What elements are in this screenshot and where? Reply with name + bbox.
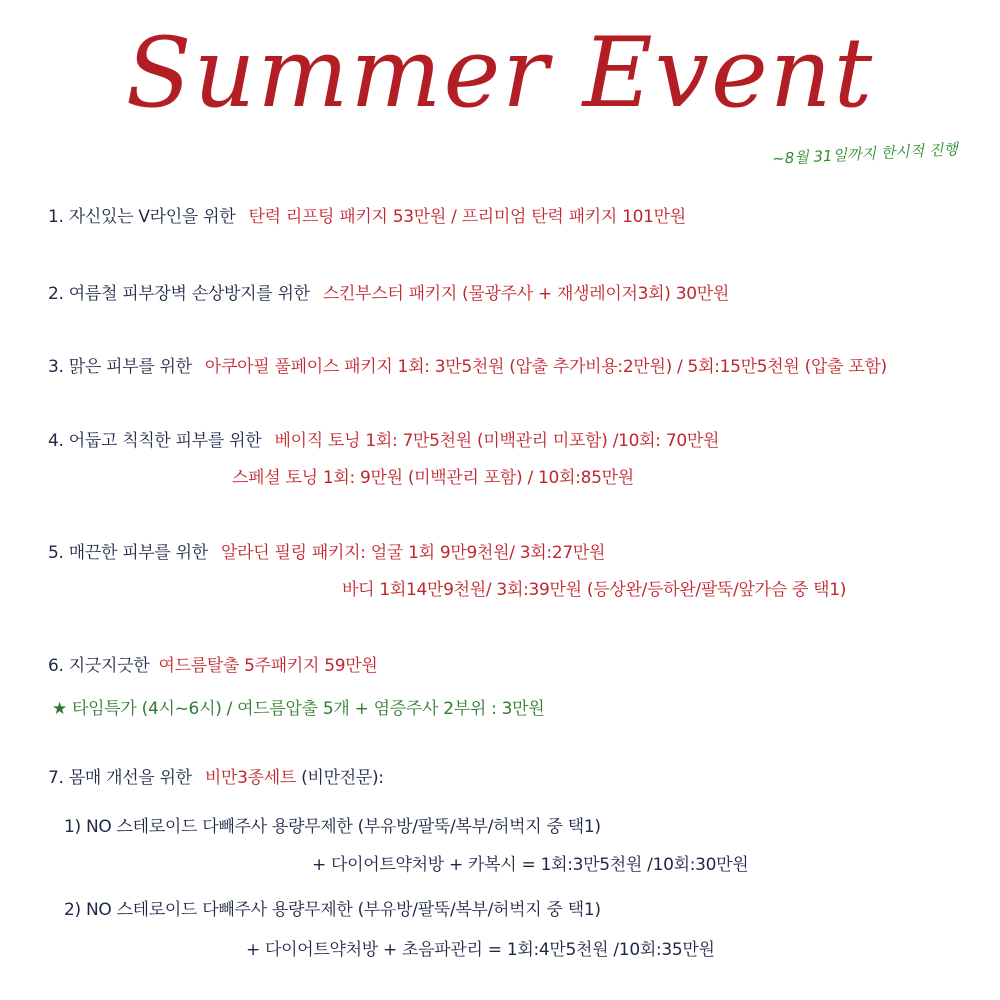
item-lead: 7. 몸매 개선을 위한 xyxy=(48,768,192,788)
sub-option-2: 2) NO 스테로이드 다빼주사 용량무제한 (부유방/팔뚝/복부/허벅지 중 택1) xyxy=(64,900,601,920)
item-lead: 2. 여름철 피부장벽 손상방지를 위한 xyxy=(48,284,310,304)
item-detail: 비만3종세트 xyxy=(204,768,297,788)
list-item xyxy=(48,355,887,379)
list-item xyxy=(48,541,605,565)
item-detail: 베이직 토닝 1회: 7만5천원 (미백관리 미포함) /10회: 70만원 xyxy=(274,431,720,451)
item-lead: 1. 자신있는 V라인을 위한 xyxy=(48,207,236,227)
list-item xyxy=(48,766,384,790)
time-special-offer: ★ 타임특가 (4시~6시) / 여드름압출 5개 + 염증주사 2부위 : 3만원 xyxy=(52,699,545,719)
item-detail-second-line: 바디 1회14만9천원/ 3회:39만원 (등상완/등하완/팔뚝/앞가슴 중 택1) xyxy=(342,580,847,600)
event-period-note: ~8월 31일까지 한시적 진행 xyxy=(771,140,959,168)
item-detail-second-line: 스페셜 토닝 1회: 9만원 (미백관리 포함) / 10회:85만원 xyxy=(232,468,634,488)
item-lead: 5. 매끈한 피부를 위한 xyxy=(48,543,208,563)
list-item xyxy=(48,654,378,678)
list-item xyxy=(48,282,729,306)
sub-option-1: 1) NO 스테로이드 다빼주사 용량무제한 (부유방/팔뚝/복부/허벅지 중 택1) xyxy=(64,817,601,837)
item-lead: 6. 지긋지긋한 xyxy=(48,656,150,676)
sub-option-2-price: + 다이어트약처방 + 초음파관리 = 1회:4만5천원 /10회:35만원 xyxy=(246,940,715,960)
event-title: Summer Event xyxy=(125,17,875,129)
item-detail: 아쿠아필 풀페이스 패키지 1회: 3만5천원 (압출 추가비용:2만원) / 5회:15만5천원 (압출 포함) xyxy=(204,357,887,377)
item-lead: 4. 어둡고 칙칙한 피부를 위한 xyxy=(48,431,262,451)
item-detail: 여드름탈출 5주패키지 59만원 xyxy=(158,656,378,676)
sub-option-1-price: + 다이어트약처방 + 카복시 = 1회:3만5천원 /10회:30만원 xyxy=(312,855,749,875)
item-lead: 3. 맑은 피부를 위한 xyxy=(48,357,192,377)
item-detail: 스킨부스터 패키지 (물광주사 + 재생레이저3회) 30만원 xyxy=(322,284,729,304)
list-item xyxy=(48,429,719,453)
list-item xyxy=(48,205,686,229)
item-detail: 탄력 리프팅 패키지 53만원 / 프리미엄 탄력 패키지 101만원 xyxy=(248,207,686,227)
item-detail: 알라딘 필링 패키지: 얼굴 1회 9만9천원/ 3회:27만원 xyxy=(221,543,606,563)
item-tail: (비만전문): xyxy=(301,768,384,788)
